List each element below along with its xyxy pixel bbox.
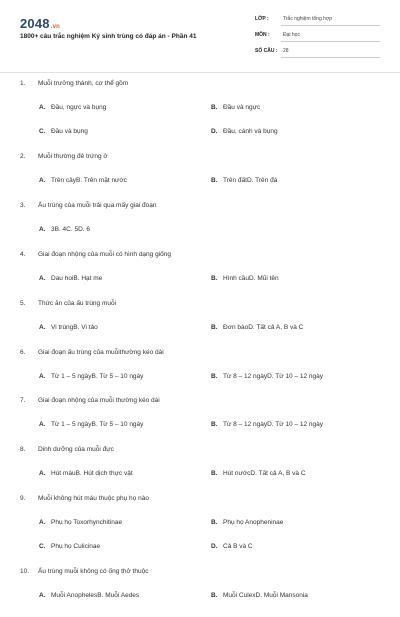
question-body: Thức ăn của ấu trùng muỗi (38, 299, 117, 307)
logo-text: 2048 (20, 16, 50, 31)
option-letter: B. (211, 177, 218, 184)
option-letter: B. (211, 274, 218, 282)
answer-option[interactable] (211, 275, 279, 282)
answer-option[interactable] (211, 592, 308, 599)
option-letter: B. (211, 104, 218, 111)
option-text: Phụ họ Toxorhynchitinae (51, 519, 123, 527)
option-letter: A. (39, 274, 46, 282)
answer-option[interactable] (39, 470, 133, 477)
option-letter: D. (211, 128, 218, 135)
meta-underline (281, 41, 380, 42)
question-item (0, 202, 400, 251)
option-letter: B. (211, 470, 218, 478)
answer-option[interactable] (211, 519, 283, 526)
question-number: 3. (20, 201, 26, 209)
option-letter: A. (39, 372, 46, 380)
answer-option[interactable] (39, 324, 98, 331)
meta-value: 28 (283, 48, 289, 54)
question-text (20, 495, 149, 502)
answer-option[interactable] (39, 519, 122, 526)
question-text (20, 397, 160, 404)
option-letter: A. (39, 592, 46, 600)
question-item (0, 495, 400, 568)
option-letter: B. (211, 592, 218, 600)
question-item (0, 251, 400, 300)
answer-option[interactable] (39, 421, 143, 428)
question-body: Giai đoạn ấu trùng của muỗithường kéo dài (38, 348, 164, 356)
answer-option[interactable] (211, 177, 277, 184)
question-text (20, 568, 149, 575)
answer-option[interactable] (211, 470, 306, 477)
question-number: 5. (20, 299, 26, 307)
option-text: Từ 8 – 12 ngàyD. Từ 10 – 12 ngày (223, 372, 324, 380)
meta-label: MÔN : (255, 32, 270, 38)
question-item (0, 349, 400, 398)
meta-subject (255, 30, 380, 42)
document-title: 1800+ câu trắc nghiệm Ký sinh trùng có đáp án - Phần 41 (20, 33, 197, 40)
question-item (0, 153, 400, 202)
question-body: Dinh dưỡng của muỗi đực (38, 446, 114, 454)
document-header (0, 0, 400, 72)
option-text: Trên đấtD. Trên đá (223, 177, 278, 184)
question-number: 10. (20, 568, 30, 576)
option-letter: A. (39, 470, 46, 478)
option-text: Phụ họ Culicinae (51, 543, 101, 551)
logo-suffix: .vn (50, 24, 61, 30)
option-text: Đầu, cánh và bụng (223, 128, 278, 135)
option-text: Từ 8 – 12 ngàyD. Từ 10 – 12 ngày (223, 421, 324, 429)
meta-label: LỚP : (255, 16, 269, 22)
question-item (0, 568, 400, 617)
option-text: Đầu và ngực (223, 104, 261, 111)
answer-option[interactable] (39, 592, 139, 599)
option-letter: A. (39, 323, 46, 331)
option-text: Dau hoiB. Hạt me (51, 274, 103, 282)
option-text: Đơn bàoD. Tất cả A, B và C (223, 323, 304, 331)
answer-option[interactable] (211, 128, 278, 135)
meta-underline (281, 25, 380, 26)
question-number: 2. (20, 153, 26, 160)
meta-value: Đại học (283, 32, 300, 38)
site-logo[interactable] (20, 16, 60, 31)
option-text: Phụ họ Anopheninae (223, 519, 284, 527)
option-text: Hút máuB. Hút dịch thực vật (51, 470, 133, 478)
option-text: Muỗi AnophelesB. Muỗi Aedes (51, 592, 140, 600)
option-letter: A. (39, 177, 46, 184)
option-letter: A. (39, 104, 46, 111)
question-number: 1. (20, 80, 26, 87)
option-text: 3B. 4C. 5D. 6 (51, 225, 91, 233)
answer-option[interactable] (211, 543, 253, 550)
meta-label: SỐ CÂU : (255, 48, 278, 54)
answer-option[interactable] (39, 543, 100, 550)
question-text (20, 349, 164, 356)
question-text (20, 446, 114, 453)
option-letter: B. (211, 519, 218, 527)
option-letter: A. (39, 421, 46, 429)
option-text: Muỗi CulexD. Muỗi Mansonia (223, 592, 308, 600)
meta-value: Trắc nghiệm tổng hợp (283, 16, 332, 22)
answer-option[interactable] (39, 104, 106, 111)
answer-option[interactable] (39, 275, 102, 282)
question-body: Muỗi thường đẻ trứng ở (38, 153, 108, 160)
question-text (20, 80, 128, 87)
option-text: Trên câyB. Trên mặt nước (51, 177, 127, 184)
answer-option[interactable] (211, 324, 303, 331)
question-number: 8. (20, 446, 26, 454)
question-text (20, 300, 116, 307)
option-text: Từ 1 – 5 ngàyB. Từ 5 – 10 ngày (51, 372, 144, 380)
option-letter: C. (39, 543, 46, 551)
answer-option[interactable] (39, 128, 88, 135)
option-text: Hút nướcD. Tất cả A, B và C (223, 470, 306, 478)
question-item (0, 446, 400, 495)
option-letter: C. (39, 128, 46, 135)
question-body: Giai đoạn nhộng của muỗi thường kéo dài (38, 397, 160, 405)
question-body: Ấu trùng muỗi không có ống thở thuộc (38, 568, 149, 576)
question-number: 4. (20, 250, 26, 258)
answer-option[interactable] (211, 104, 260, 111)
question-item (0, 397, 400, 446)
meta-underline (281, 57, 380, 58)
question-body: Muỗi trưởng thành, cơ thể gồm (38, 80, 129, 87)
question-text (20, 202, 157, 209)
question-body: Giai đoạn nhộng của muỗi có hình dạng giống (38, 250, 171, 258)
option-letter: B. (211, 372, 218, 380)
option-text: Hình cầuD. Mũi tên (223, 274, 279, 282)
meta-count (255, 46, 380, 58)
option-text: Đầu, ngực và bụng (51, 104, 107, 111)
option-text: Vi trùngB. Vi tảo (51, 323, 98, 331)
option-text: Từ 1 – 5 ngàyB. Từ 5 – 10 ngày (51, 421, 144, 429)
question-text (20, 251, 171, 258)
answer-option[interactable] (39, 373, 143, 380)
question-number: 9. (20, 495, 26, 503)
question-number: 7. (20, 397, 26, 405)
option-text: Cả B và C (223, 543, 253, 551)
option-letter: A. (39, 519, 46, 527)
answer-option[interactable] (39, 226, 90, 233)
option-letter: D. (211, 543, 218, 551)
answer-option[interactable] (211, 421, 323, 428)
option-letter: A. (39, 225, 46, 233)
meta-class (255, 14, 380, 26)
question-item (0, 80, 400, 153)
question-body: Muỗi không hút máu thuộc phụ họ nào (38, 495, 149, 503)
question-body: Ấu trùng của muỗi trải qua mấy giai đoạn (38, 201, 157, 209)
option-text: Đầu và bụng (51, 128, 88, 135)
question-list (0, 80, 400, 617)
question-number: 6. (20, 348, 26, 356)
question-item (0, 300, 400, 349)
option-letter: B. (211, 323, 218, 331)
header-divider (0, 72, 400, 73)
question-text (20, 153, 108, 160)
option-letter: B. (211, 421, 218, 429)
answer-option[interactable] (39, 177, 127, 184)
answer-option[interactable] (211, 373, 323, 380)
